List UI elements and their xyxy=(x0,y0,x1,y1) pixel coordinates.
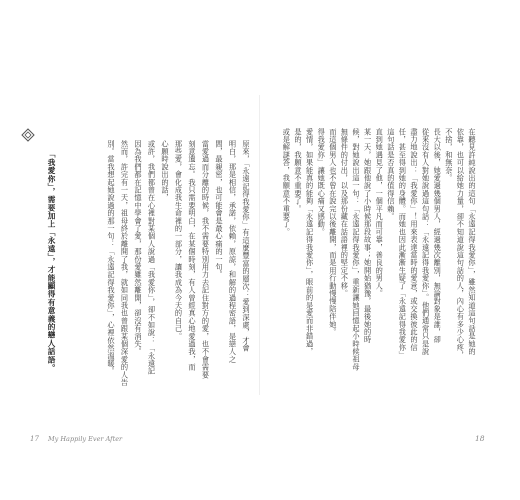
text-column: 盡力地說出：「我愛你」！用來表達當時的愛意，或交換彼此的信 xyxy=(410,128,419,352)
page-number-left: 17 xyxy=(30,435,39,443)
page-gutter xyxy=(259,95,260,395)
text-column: 或是解謎答，我願意不重要了。 xyxy=(282,128,292,236)
running-title: My Happily Ever After xyxy=(48,435,123,443)
text-column: 得我愛你」讓她既心痛又感動。 xyxy=(317,128,327,236)
text-column: 在聽見許純說出的這句「永遠記得我愛你」，雖然知道這句話是她的 xyxy=(468,128,477,356)
text-column: 當愛過而分離的時候，我不需要特別用力去記住對方的愛，也不會需要 xyxy=(201,140,211,379)
text-column: 別。當我想起她說過的那一句：「永遠記得我愛你」，心裡依然溫暖。 xyxy=(107,140,116,376)
text-column: 候，對她說出這一句：「永遠記得我愛你」，重新讓她回憶起小時候祖母 xyxy=(352,128,361,371)
text-column: 而這個男人也不曾在說完以後離開，而是用行動慢慢陪伴她。 xyxy=(328,128,338,336)
text-column: 是的，我願意不重要了。 xyxy=(294,128,303,213)
text-column: 從來沒有人對她說過這句話：「永遠記得我愛你」。他們通常只是說 xyxy=(421,128,431,356)
text-column: 愛情，如果能真的能夠「永遠記得我愛你」，眼前的是愛而非錯過， xyxy=(305,128,315,356)
text-column: 或許，我們都曾在心裡對某個人說過「我愛你」，卻不如說：「永遠記 xyxy=(147,140,157,376)
text-column: 無條件的付出，以及那份藏在話語裡的堅定不移。 xyxy=(340,128,350,298)
text-column: 不捨，和無奈。 xyxy=(444,128,454,182)
text-column: 直到她遇見了他，一個平凡而可靠，善良的男人。 xyxy=(375,128,385,298)
text-column: 心願時說出的話， xyxy=(161,140,170,202)
text-column: 這句話是否真的值得信賴。 xyxy=(386,128,396,221)
pull-quote: 「我愛你」，需要加上「永遠」，才能顯得有意義的戀人話語。 xyxy=(47,150,56,372)
text-column: 任，甚至得到她的身體。而她也因此漸漸生疑了「永遠記得我愛你」 xyxy=(398,128,408,359)
text-column: 明白，那是相信，承諾，依賴，原諒，和解的過程密語，是戀人之 xyxy=(228,140,238,364)
text-column: 依靠，也可以給她力量，卻不知道說這句話的人，內心有多少心疼， xyxy=(456,128,466,359)
text-column: 因為我們都在記憶中學會了愛，那份愛雖然離開，卻沒有消失。 xyxy=(134,140,143,356)
text-column: 那些愛，會化成我生命裡的一部分，讓我成為今天的自己。 xyxy=(174,140,184,341)
text-column: 長大以後，她愛過幾個男人，經過幾次離別，無論對象是誰，卻 xyxy=(433,128,443,344)
text-column: 某一天，她跟他說了小時候那段故事；她開始猶豫，最後她的時 xyxy=(363,128,373,344)
diamond-icon xyxy=(21,128,35,142)
text-column: 然而，許完有一天，祖母終於離開了我，就如同我也曾跟某個深愛的人告 xyxy=(120,140,130,387)
page-number-right: 18 xyxy=(475,434,485,443)
text-column: 原來，「永遠記得我愛你」有這麼豐富的層次：愛到深處，才會 xyxy=(242,140,251,352)
text-column: 刻意遺忘。我只需要明白，在某個時刻，有人曾經真心地愛過我，而 xyxy=(188,140,197,371)
text-column: 間，最親密，也可能會是最心痛的一句。 xyxy=(215,140,224,279)
